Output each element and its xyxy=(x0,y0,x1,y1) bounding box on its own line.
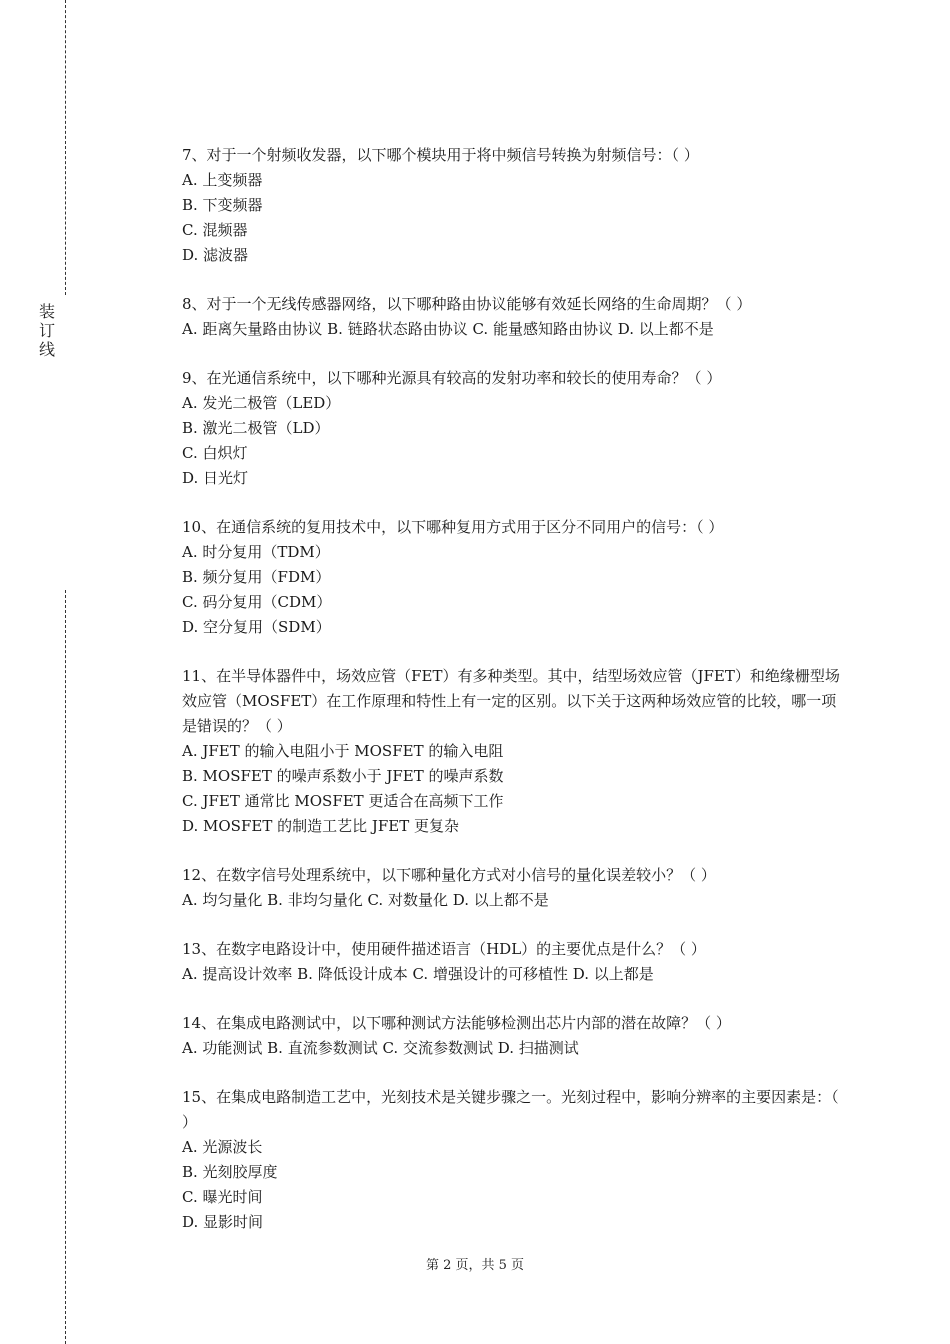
option: A. 时分复用（TDM） xyxy=(182,543,330,561)
option: B. 光刻胶厚度 xyxy=(182,1163,278,1181)
option: A. 均匀量化 B. 非均匀量化 C. 对数量化 D. 以上都不是 xyxy=(182,891,549,909)
option: C. JFET 通常比 MOSFET 更适合在高频下工作 xyxy=(182,792,504,810)
question-15 xyxy=(182,1085,842,1235)
question-text: 13、在数字电路设计中，使用硬件描述语言（HDL）的主要优点是什么？（ ） xyxy=(182,940,706,958)
question-text: 7、对于一个射频收发器，以下哪个模块用于将中频信号转换为射频信号：（ ） xyxy=(182,146,699,164)
option: A. 距离矢量路由协议 B. 链路状态路由协议 C. 能量感知路由协议 D. 以上都不是 xyxy=(182,320,714,338)
question-12 xyxy=(182,863,842,913)
binding-char: 装 xyxy=(38,302,55,321)
question-text: 10、在通信系统的复用技术中，以下哪种复用方式用于区分不同用户的信号：（ ） xyxy=(182,518,724,536)
option: C. 白炽灯 xyxy=(182,444,248,462)
question-7 xyxy=(182,143,842,268)
question-11 xyxy=(182,664,842,839)
question-9 xyxy=(182,366,842,491)
option: A. 功能测试 B. 直流参数测试 C. 交流参数测试 D. 扫描测试 xyxy=(182,1039,579,1057)
option: D. 空分复用（SDM） xyxy=(182,618,331,636)
option: D. 日光灯 xyxy=(182,469,249,487)
question-text: 15、在集成电路制造工艺中，光刻技术是关键步骤之一。光刻过程中，影响分辨率的主要因素是：（ ） xyxy=(182,1088,839,1131)
question-text: 14、在集成电路测试中，以下哪种测试方法能够检测出芯片内部的潜在故障？（ ） xyxy=(182,1014,731,1032)
binding-char: 线 xyxy=(38,340,55,359)
option: A. 提高设计效率 B. 降低设计成本 C. 增强设计的可移植性 D. 以上都是 xyxy=(182,965,654,983)
binding-char: 订 xyxy=(38,321,55,340)
question-text: 8、对于一个无线传感器网络，以下哪种路由协议能够有效延长网络的生命周期？（ ） xyxy=(182,295,752,313)
binding-label xyxy=(38,302,56,359)
question-text: 12、在数字信号处理系统中，以下哪种量化方式对小信号的量化误差较小？（ ） xyxy=(182,866,716,884)
option: C. 码分复用（CDM） xyxy=(182,593,332,611)
option: B. 激光二极管（LD） xyxy=(182,419,330,437)
binding-line-bottom xyxy=(65,590,66,1344)
option: C. 曝光时间 xyxy=(182,1188,263,1206)
question-list xyxy=(182,143,842,1259)
question-14 xyxy=(182,1011,842,1061)
binding-line-top xyxy=(65,0,66,295)
option: A. JFET 的输入电阻小于 MOSFET 的输入电阻 xyxy=(182,742,504,760)
question-13 xyxy=(182,937,842,987)
option: B. 下变频器 xyxy=(182,196,263,214)
option: D. 显影时间 xyxy=(182,1213,264,1231)
option: D. MOSFET 的制造工艺比 JFET 更复杂 xyxy=(182,817,460,835)
question-10 xyxy=(182,515,842,640)
option: A. 发光二极管（LED） xyxy=(182,394,341,412)
option: B. MOSFET 的噪声系数小于 JFET 的噪声系数 xyxy=(182,767,504,785)
option: D. 滤波器 xyxy=(182,246,249,264)
option: A. 上变频器 xyxy=(182,171,263,189)
question-text: 9、在光通信系统中，以下哪种光源具有较高的发射功率和较长的使用寿命？（ ） xyxy=(182,369,722,387)
question-8 xyxy=(182,292,842,342)
option: C. 混频器 xyxy=(182,221,248,239)
question-text: 11、在半导体器件中，场效应管（FET）有多种类型。其中，结型场效应管（JFET）和绝缘栅型场效应管（MOSFET）在工作原理和特性上有一定的区别。以下关于这两种场效应管的比较，哪一项是错误的？（ ） xyxy=(182,667,840,735)
option: A. 光源波长 xyxy=(182,1138,263,1156)
option: B. 频分复用（FDM） xyxy=(182,568,331,586)
page-number: 第 2 页，共 5 页 xyxy=(425,1258,525,1273)
